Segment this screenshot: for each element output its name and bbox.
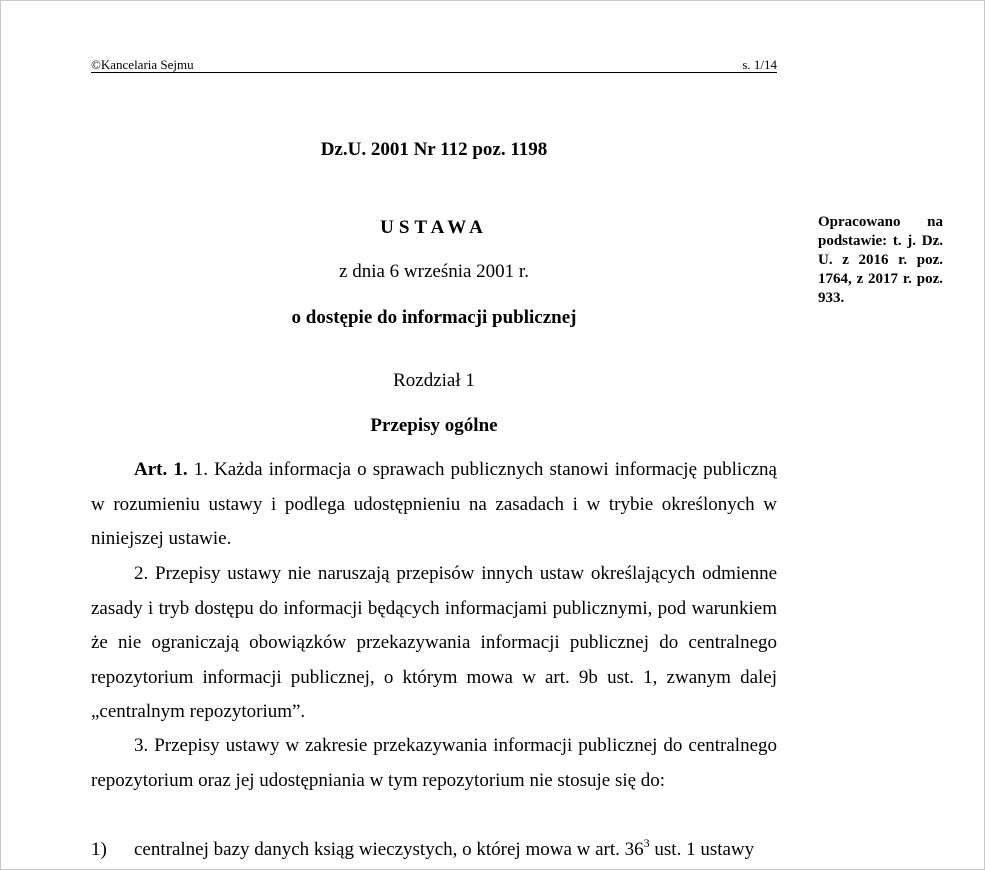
- list-item-text: [134, 833, 777, 868]
- act-date: z dnia 6 września 2001 r.: [339, 261, 529, 282]
- article-1-paragraph-1: [91, 453, 777, 557]
- header-page-number: s. 1/14: [742, 57, 777, 72]
- page-header: [91, 57, 777, 73]
- chapter-number: Rozdział 1: [393, 370, 475, 391]
- article-1-paragraph-2: [91, 557, 777, 730]
- header-publisher: ©Kancelaria Sejmu: [91, 57, 194, 72]
- article-label: Art. 1.: [134, 459, 188, 480]
- list-text-part: ust. 1 ustawy: [649, 839, 755, 860]
- act-title: o dostępie do informacji publicznej: [291, 307, 577, 328]
- act-type-heading: USTAWA: [380, 217, 488, 238]
- list-text-part: centralnej bazy danych ksiąg wieczystych, o której mowa w art. 36: [134, 839, 644, 860]
- chapter-title: Przepisy ogólne: [370, 415, 498, 436]
- article-1-paragraph-3: [91, 729, 777, 798]
- paragraph-text: 2. Przepisy ustawy nie naruszają przepisów innych ustaw określających odmienne zasady i tryb dostępu do informacji będących informacjami publicznymi, pod warunkiem że nie ograniczają obowiązków przekazywania informacji publicznej do centralnego repozytorium informacji publicznej, o którym mowa w art. 9b ust. 1, zwanym dalej „centralnym repozytorium”.: [91, 563, 777, 723]
- superscript: 3: [643, 836, 650, 850]
- paragraph-text: 1. Każda informacja o sprawach publicznych stanowi informację publiczną w rozumieniu ustawy i podlega udostępnieniu na zasadach i w trybie określonych w niniejszej ustawie.: [91, 459, 777, 550]
- list-item-number: 1): [91, 839, 107, 860]
- consolidation-note: Opracowano na podstawie: t. j. Dz. U. z 2016 r. poz. 1764, z 2017 r. poz. 933.: [818, 214, 943, 306]
- paragraph-text: 3. Przepisy ustawy w zakresie przekazywania informacji publicznej do centralnego repozytorium oraz jej udostępniania w tym repozytorium nie stosuje się do:: [91, 735, 777, 791]
- journal-reference: Dz.U. 2001 Nr 112 poz. 1198: [320, 139, 548, 160]
